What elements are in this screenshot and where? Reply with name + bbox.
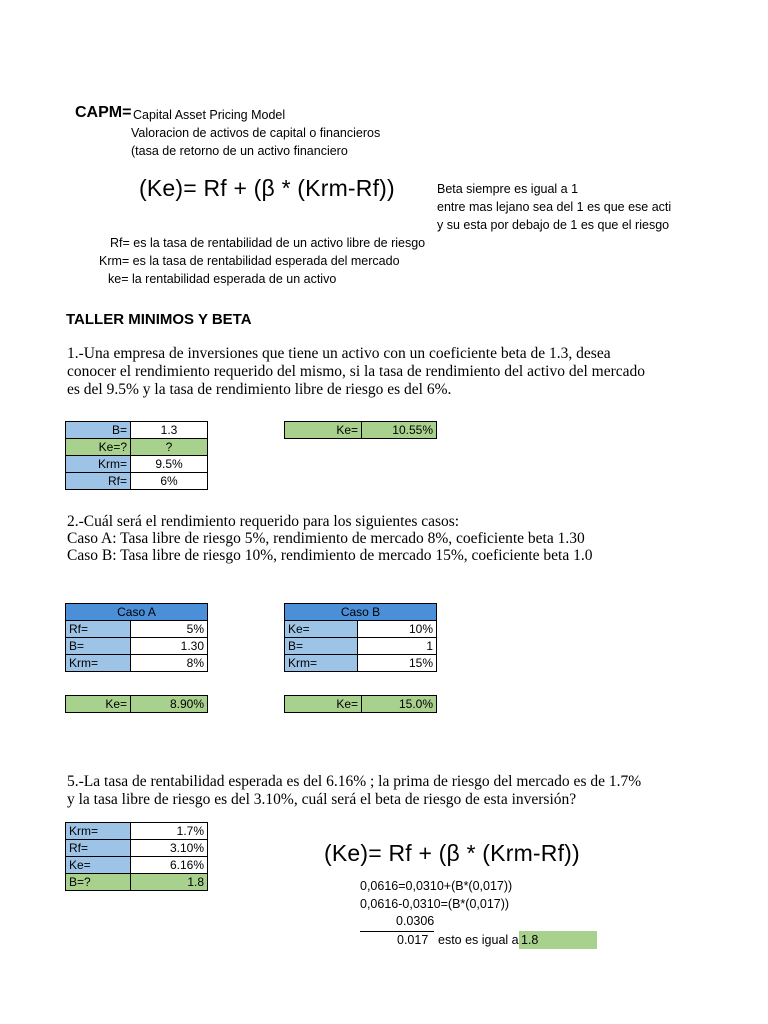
caso-a-header: Caso A: [66, 604, 208, 621]
problem1-line-2: conocer el rendimiento requerido del mismo, si la tasa de rendimiento del activo del mercado: [67, 363, 646, 380]
problem5-line-1: 5.-La tasa de rentabilidad esperada es del 6.16% ; la prima de riesgo del mercado es de 1.7%: [67, 773, 642, 790]
input-label: Krm=: [66, 456, 131, 473]
table-row: [66, 840, 208, 857]
table-row: [66, 874, 208, 891]
caso-b-label: Ke=: [285, 621, 358, 638]
table-row: [285, 655, 437, 672]
caso-b-value: 15%: [358, 655, 437, 672]
problem5-input-table: [65, 822, 208, 891]
beta-note-2: entre mas lejano sea del 1 es que ese acti: [437, 200, 672, 214]
input-label: B=?: [66, 874, 131, 891]
table-row: [285, 422, 437, 439]
input-label: Rf=: [66, 840, 131, 857]
caso-b-table: [284, 603, 437, 672]
problem5-step-2: 0,0616-0,0310=(B*(0,017)): [360, 897, 510, 911]
capm-label: CAPM=: [75, 104, 132, 121]
input-value: 1.3: [131, 422, 208, 439]
table-row: [66, 696, 208, 713]
caso-a-result-value: 8.90%: [131, 696, 208, 713]
table-row: [66, 655, 208, 672]
caso-a-label: B=: [66, 638, 131, 655]
input-label: Ke=?: [66, 439, 131, 456]
table-row: [66, 473, 208, 490]
caso-a-value: 5%: [131, 621, 208, 638]
problem2-line-3: Caso B: Tasa libre de riesgo 10%, rendimiento de mercado 15%, coeficiente beta 1.0: [67, 547, 593, 564]
beta-note-3: y su esta por debajo de 1 es que el riesgo: [437, 218, 670, 232]
table-row: [66, 621, 208, 638]
input-value: 9.5%: [131, 456, 208, 473]
table-row: [66, 604, 208, 621]
input-label: B=: [66, 422, 131, 439]
definition-rf: Rf= es la tasa de rentabilidad de un activo libre de riesgo: [110, 236, 426, 250]
problem5-line-2: y la tasa libre de riesgo es del 3.10%, cuál será el beta de riesgo de esta inversión?: [67, 791, 577, 808]
problem5-formula: (Ke)= Rf + (β * (Krm-Rf)): [324, 840, 580, 866]
caso-a-table: [65, 603, 208, 672]
input-label: Rf=: [66, 473, 131, 490]
caso-b-header: Caso B: [285, 604, 437, 621]
beta-note-1: Beta siempre es igual a 1: [437, 182, 579, 196]
definition-ke: ke= la rentabilidad esperada de un activo: [108, 272, 337, 286]
problem1-result-table: [284, 421, 437, 439]
caso-b-result-value: 15.0%: [362, 696, 437, 713]
fraction-line: [360, 931, 434, 932]
input-value: 3.10%: [131, 840, 208, 857]
caso-b-value: 10%: [358, 621, 437, 638]
table-row: [66, 638, 208, 655]
caso-b-result-label: Ke=: [285, 696, 362, 713]
caso-a-value: 8%: [131, 655, 208, 672]
input-label: Ke=: [66, 857, 131, 874]
table-row: [285, 604, 437, 621]
capm-line-1: Capital Asset Pricing Model: [133, 108, 286, 122]
problem5-step-1: 0,0616=0,0310+(B*(0,017)): [360, 879, 513, 893]
input-label: Krm=: [66, 823, 131, 840]
problem1-line-3: es del 9.5% y la tasa de rendimiento libre de riesgo es del 6%.: [67, 381, 452, 398]
problem5-numerator: 0.0306: [396, 914, 435, 928]
problem5-equals-text: esto es igual a: [438, 933, 519, 947]
table-row: [66, 456, 208, 473]
problem5-answer: 1.8: [519, 931, 597, 949]
caso-a-value: 1.30: [131, 638, 208, 655]
caso-a-result-table: [65, 695, 208, 713]
problem2-line-1: 2.-Cuál será el rendimiento requerido para los siguientes casos:: [67, 513, 460, 530]
section-title: TALLER MINIMOS Y BETA: [66, 311, 252, 328]
table-row: [66, 857, 208, 874]
input-value: 6%: [131, 473, 208, 490]
caso-a-result-label: Ke=: [66, 696, 131, 713]
problem1-line-1: 1.-Una empresa de inversiones que tiene un activo con un coeficiente beta de 1.3, desea: [67, 345, 611, 362]
problem1-input-table: [65, 421, 208, 490]
table-row: [285, 621, 437, 638]
result-value: 10.55%: [362, 422, 437, 439]
capm-line-3: (tasa de retorno de un activo financiero: [131, 144, 348, 158]
problem5-denominator: 0.017: [397, 933, 429, 947]
input-value: ?: [131, 439, 208, 456]
table-row: [66, 823, 208, 840]
input-value: 1.8: [131, 874, 208, 891]
caso-a-label: Krm=: [66, 655, 131, 672]
caso-a-label: Rf=: [66, 621, 131, 638]
capm-line-2: Valoracion de activos de capital o financieros: [131, 126, 381, 140]
caso-b-value: 1: [358, 638, 437, 655]
table-row: [66, 422, 208, 439]
result-label: Ke=: [285, 422, 362, 439]
table-row: [66, 439, 208, 456]
table-row: [285, 696, 437, 713]
definition-krm: Krm= es la tasa de rentabilidad esperada del mercado: [99, 254, 400, 268]
input-value: 6.16%: [131, 857, 208, 874]
problem2-line-2: Caso A: Tasa libre de riesgo 5%, rendimiento de mercado 8%, coeficiente beta 1.30: [67, 530, 585, 547]
table-row: [285, 638, 437, 655]
caso-b-result-table: [284, 695, 437, 713]
capm-formula: (Ke)= Rf + (β * (Krm-Rf)): [139, 175, 395, 201]
caso-b-label: Krm=: [285, 655, 358, 672]
caso-b-label: B=: [285, 638, 358, 655]
input-value: 1.7%: [131, 823, 208, 840]
